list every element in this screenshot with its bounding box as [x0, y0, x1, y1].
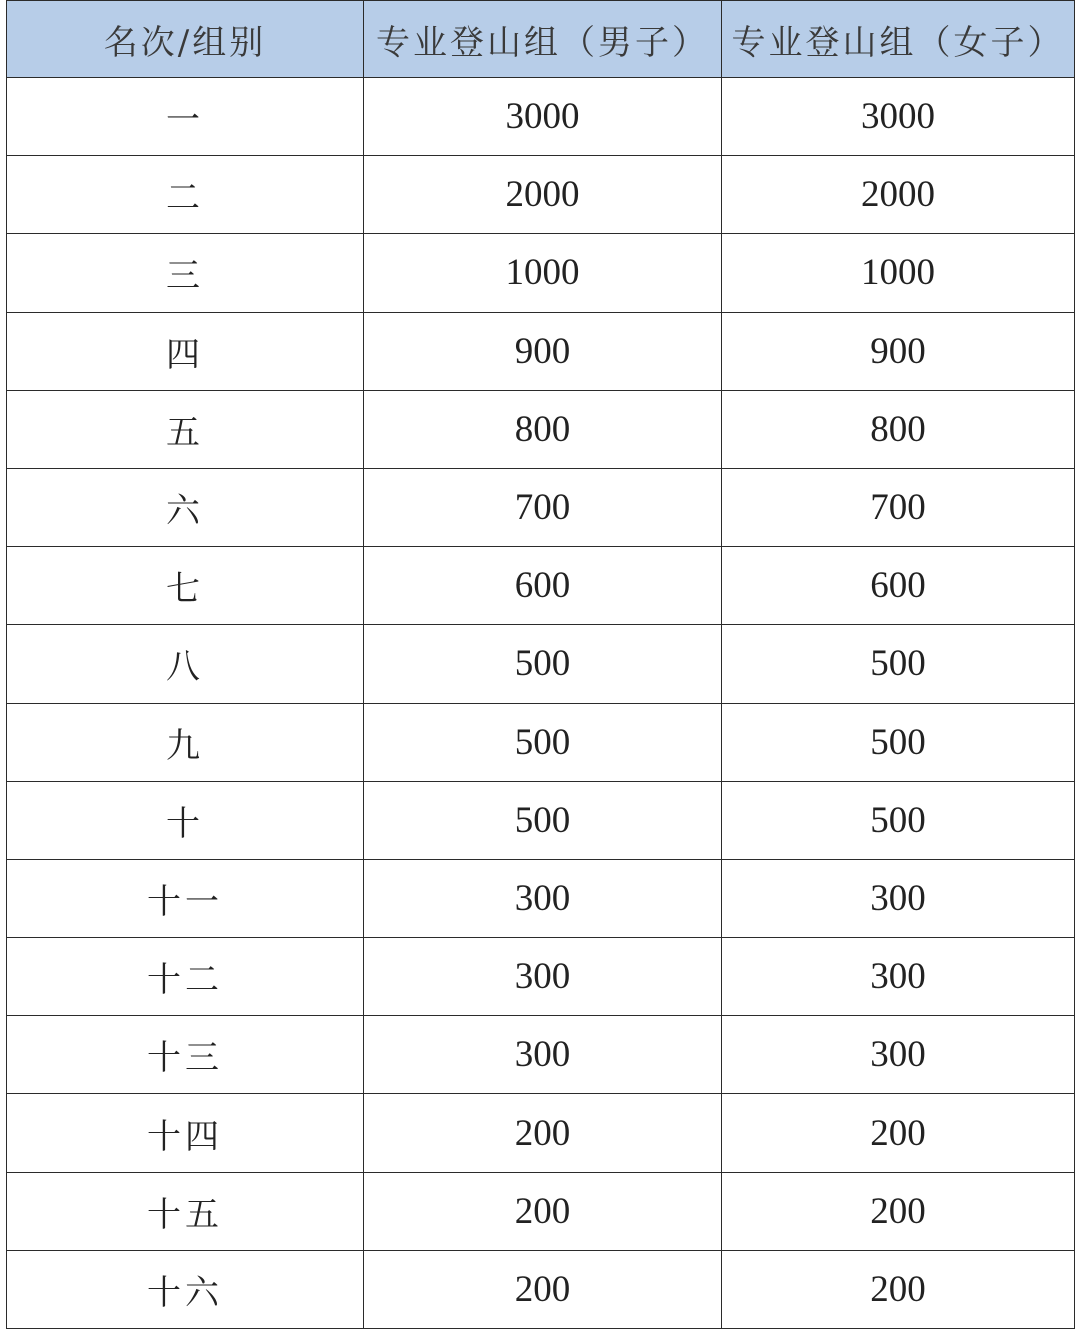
table-row	[7, 156, 1075, 234]
table-row	[7, 312, 1075, 390]
cell-male-prize: 1000	[364, 234, 722, 312]
cell-rank: 九	[7, 703, 364, 781]
table-row	[7, 859, 1075, 937]
table-body	[7, 78, 1075, 1329]
cell-rank: 十一	[7, 859, 364, 937]
header-row	[7, 1, 1075, 78]
header-rank-group: 名次/组别	[7, 1, 364, 78]
cell-rank: 六	[7, 468, 364, 546]
table-row	[7, 703, 1075, 781]
cell-male-prize: 300	[364, 859, 722, 937]
prize-table-container	[6, 0, 1074, 1329]
cell-male-prize: 3000	[364, 78, 722, 156]
cell-rank: 十	[7, 781, 364, 859]
table-row	[7, 781, 1075, 859]
cell-female-prize: 1000	[722, 234, 1075, 312]
cell-rank: 十四	[7, 1094, 364, 1172]
cell-male-prize: 800	[364, 390, 722, 468]
cell-male-prize: 300	[364, 938, 722, 1016]
cell-rank: 十五	[7, 1172, 364, 1250]
table-row	[7, 468, 1075, 546]
cell-rank: 五	[7, 390, 364, 468]
table-row	[7, 1094, 1075, 1172]
cell-female-prize: 2000	[722, 156, 1075, 234]
cell-rank: 十二	[7, 938, 364, 1016]
cell-male-prize: 500	[364, 781, 722, 859]
cell-female-prize: 200	[722, 1172, 1075, 1250]
cell-female-prize: 200	[722, 1094, 1075, 1172]
cell-rank: 八	[7, 625, 364, 703]
table-row	[7, 78, 1075, 156]
cell-rank: 七	[7, 547, 364, 625]
header-pro-male: 专业登山组（男子）	[364, 1, 722, 78]
cell-male-prize: 600	[364, 547, 722, 625]
cell-female-prize: 3000	[722, 78, 1075, 156]
cell-female-prize: 900	[722, 312, 1075, 390]
cell-male-prize: 2000	[364, 156, 722, 234]
cell-male-prize: 700	[364, 468, 722, 546]
cell-female-prize: 200	[722, 1250, 1075, 1328]
cell-female-prize: 300	[722, 859, 1075, 937]
cell-rank: 四	[7, 312, 364, 390]
table-header	[7, 1, 1075, 78]
cell-female-prize: 800	[722, 390, 1075, 468]
cell-female-prize: 600	[722, 547, 1075, 625]
table-row	[7, 1250, 1075, 1328]
cell-male-prize: 900	[364, 312, 722, 390]
cell-female-prize: 700	[722, 468, 1075, 546]
table-row	[7, 1016, 1075, 1094]
cell-female-prize: 300	[722, 1016, 1075, 1094]
table-row	[7, 625, 1075, 703]
header-pro-female: 专业登山组（女子）	[722, 1, 1075, 78]
cell-rank: 十三	[7, 1016, 364, 1094]
table-row	[7, 1172, 1075, 1250]
cell-male-prize: 200	[364, 1250, 722, 1328]
cell-rank: 二	[7, 156, 364, 234]
cell-rank: 一	[7, 78, 364, 156]
cell-female-prize: 500	[722, 625, 1075, 703]
cell-male-prize: 200	[364, 1094, 722, 1172]
table-row	[7, 390, 1075, 468]
prize-table	[6, 0, 1075, 1329]
cell-male-prize: 500	[364, 625, 722, 703]
cell-male-prize: 200	[364, 1172, 722, 1250]
table-row	[7, 234, 1075, 312]
cell-male-prize: 300	[364, 1016, 722, 1094]
cell-rank: 三	[7, 234, 364, 312]
cell-female-prize: 300	[722, 938, 1075, 1016]
cell-female-prize: 500	[722, 703, 1075, 781]
cell-male-prize: 500	[364, 703, 722, 781]
cell-female-prize: 500	[722, 781, 1075, 859]
table-row	[7, 547, 1075, 625]
table-row	[7, 938, 1075, 1016]
cell-rank: 十六	[7, 1250, 364, 1328]
